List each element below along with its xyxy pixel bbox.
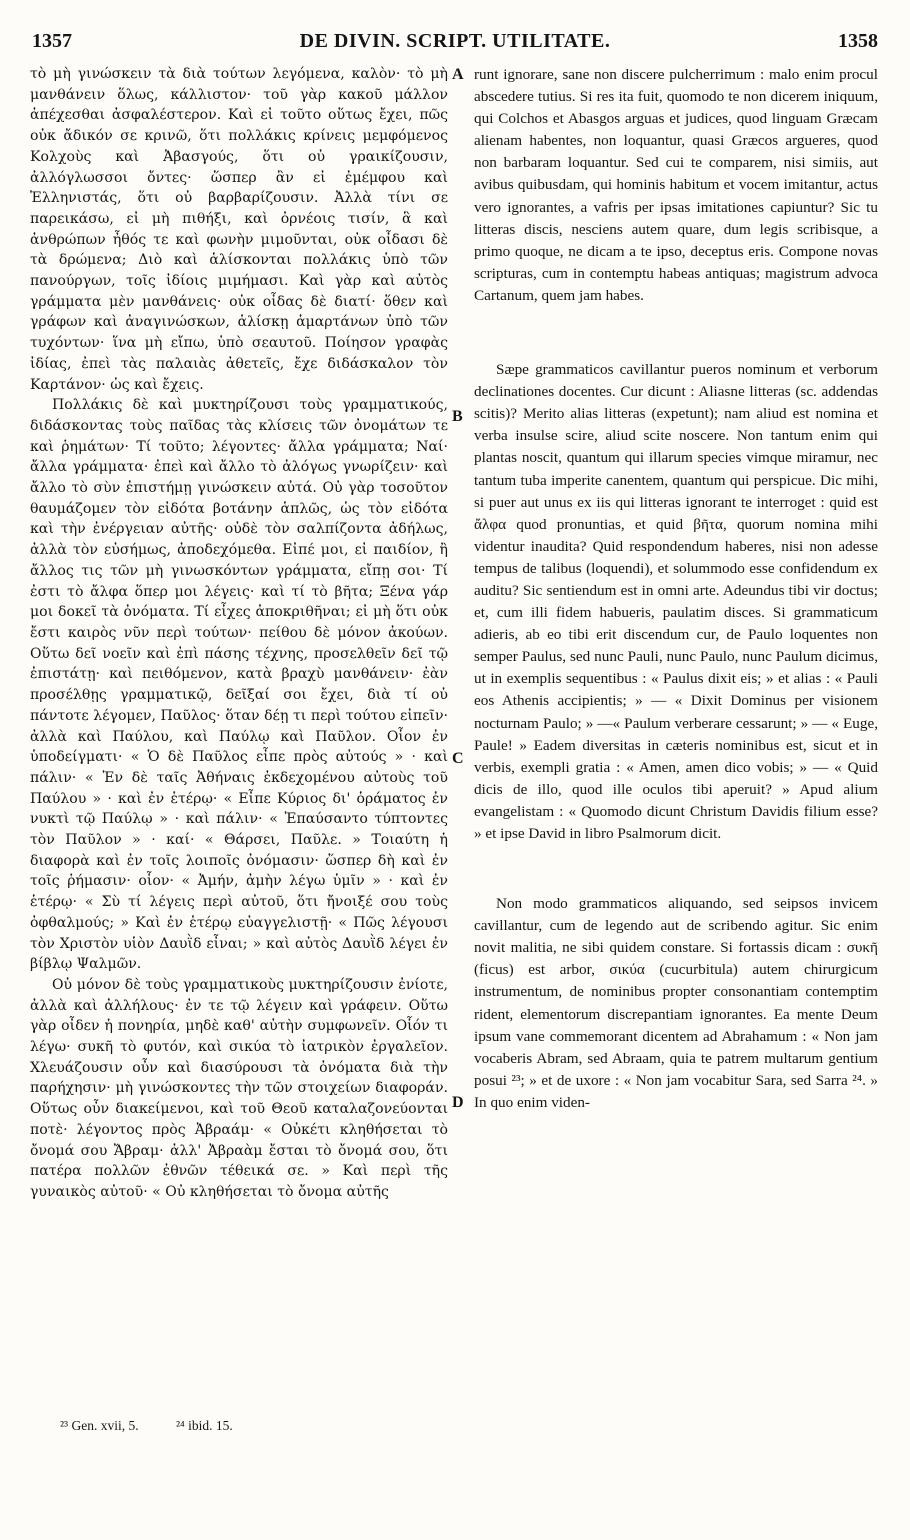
greek-paragraph-2: Πολλάκις δὲ καὶ μυκτηρίζουσι τοὺς γραμματικούς, διδάσκοντας τοὺς παῖδας τὰς κλίσεις τῶν ὀνομάτων τε καὶ ῥημάτων· Τί τοῦτο; λέγοντες· ἄλλα γράμματα; Ναί· ἄλλα γράμματα· ἐπεὶ καὶ ἄλλο τὸ ἀλόγως γνωρίζειν· καὶ ἄλλο τὸ σὺν ἐπιστήμῃ γινώσκειν αὐτά. Οὐ γὰρ τοσοῦτον θαυμάζομεν τὸν εἰδότα βοτάνην ἁπλῶς, ὡς τὸν εἰδότα καὶ τὴν ἐνέργειαν αὐτῆς· οὐδὲ τὸν σαλπίζοντα ἀδήλως, ἀλλὰ τὸν εὐσήμως, ἀποδεχόμεθα. Εἰπέ μοι, εἰ παιδίον, ἢ ἄλλος τις τῶν μὴ γινωσκόντων γράμματα, εἴπῃ σοι· Τί ἐστι τὸ ἄλφα ὅπερ μοι λέγεις· καὶ τί τὸ βῆτα; Ξένα γάρ μοι δοκεῖ τὰ ὀνόματα. Τί εἶχες ἀποκριθῆναι; εἰ μὴ ὅτι οὐκ ἔστι καιρὸς νῦν περὶ τούτων· πείθου δὲ μόνον ἀκούων. Οὕτω δεῖ νοεῖν καὶ ἐπὶ πάσης τέχνης, προσελθεῖν δεῖ τῷ ἐπιστάτῃ· καὶ πειθόμενον, κατὰ βραχὺ μανθάνειν· ἐὰν προσέλθῃς γραμματικῷ, δεῖξαί σοι ἔχει, διὰ τί οὐ πάντοτε λέγομεν, Παῦλος· ὅταν δέῃ τι περὶ τούτου εἰπεῖν· ἀλλὰ καὶ Παύλου, καὶ Παύλῳ καὶ Παῦλον. Οἷον ἐν ὑποδείγματι· « Ὁ δὲ Παῦλος εἶπε πρὸς αὐτούς » · καὶ πάλιν· « Ἐν δὲ ταῖς Ἀθήναις ἐκδεχομένου αὐτοὺς τοῦ Παύλου » · καὶ ἐν ἑτέρῳ· « Εἶπε Κύριος δι' ὁράματος ἐν νυκτὶ τῷ Παύλῳ » · καὶ πάλιν· « Ἐπαύσαντο τύπτοντες τὸν Παῦλον » · καί· « Θάρσει, Παῦλε. » Τοιαύτη ἡ διαφορὰ καὶ ἐν τοῖς λοιποῖς ὀνόμασιν· ὥσπερ δὴ καὶ ἐν τοῖς ῥήμασιν· οἷον· « Ἀμήν, ἀμὴν λέγω ὑμῖν » · καὶ ἐν ἑτέρῳ· « Σὺ τί λέγεις περὶ αὐτοῦ, ὅτι ἤνοιξέ σου τοὺς ὀφθαλμούς; » Καὶ ἐν ἑτέρῳ εὐαγγελιστῇ· « Πῶς λέγουσι τὸν Χριστὸν υἱὸν Δαυῒδ εἶναι; » καὶ αὐτὸς Δαυῒδ λέγει ἐν βίβλῳ Ψαλμῶν.	[30, 397, 448, 973]
page-number-left: 1357	[32, 30, 72, 52]
section-marker-c: C	[452, 750, 464, 767]
greek-column	[30, 64, 448, 1203]
section-marker-b: B	[452, 408, 463, 425]
latin-column	[474, 64, 878, 1114]
footnote-23: ²³ Gen. xvii, 5.	[60, 1418, 139, 1433]
latin-paragraph-3: Non modo grammaticos aliquando, sed seipsos invicem cavillantur, cum de legendo aut de scribendo agitur. Sic enim novit malitia, ne sibi quidem constare. Si fortassis dicam : συκῆ (ficus) est arbor, σικύα (cucurbitula) autem chirurgicum instrumentum, de nominibus propter consonantiam contemptim rident, elementorum discrepantiam ignorantes. Ea mente Deum ipsum vane commemorant dicentem ad Abrahamum : « Non jam vocaberis Abram, sed Abraam, quia te patrem multarum gentium posui ²³; » et de uxore : « Non jam vocabitur Sara, sed Sarra ²⁴. » In quo enim viden-	[474, 895, 878, 1111]
running-title: DE DIVIN. SCRIPT. UTILITATE.	[299, 30, 611, 52]
page-number-right: 1358	[838, 30, 878, 52]
footnotes	[60, 1418, 450, 1434]
latin-paragraph-2: Sæpe grammaticos cavillantur pueros nominum et verborum declinationes docentes. Cur dicunt : Aliasne litteras (sc. addendas scitis)? Merito alias litteras (expetunt); nam aliud est nomina et verba insulse scire, aliud scite noscere. Non tantum enim qui plantas noscit, quantum qui illarum species vimque miramur, nec tantum tuba imperite canentem, quantum qui perspicue. Dic mihi, si puer aut unus ex iis qui litteras ignorant te interroget : quid est ἄλφα quod pronuntias, et quid βῆτα, quorum nomina mihi videntur inaudita? Quid respondendum haberes, nisi non adesse tempus de talibus (loquendi), et solummodo esse confidendum ex auditu? Sic sentiendum est in omni arte. Adeundus tibi vir doctus; et, cum illi fidem habueris, paulatim disces. Si grammaticum adieris, ab eo tibi erit discendum cur, de Paulo loquentes non semper Paulus, sed nunc Pauli, nunc Paulo, nunc Paulum dicimus, ut in exemplis sequentibus : « Paulus dixit eis; » et alias : « Pauli eos Athenis accipientis; » — « Dixit Dominus per visionem nocturnam Paulo; » —« Paulum verberare cessarunt; » — « Euge, Paule! » Eadem diversitas in cæteris nominibus est, sicut et in verbis, exempli gratia : « Amen, amen dico vobis; » — « Quid dicis de illo, quod ille oculos tibi aperuit? » Apud alium evangelistam : « Quomodo dicunt Christum Davidis filium esse? » et ipse David in libro Psalmorum dicit.	[474, 361, 878, 842]
greek-paragraph-1: τὸ μὴ γινώσκειν τὰ διὰ τούτων λεγόμενα, καλὸν· τὸ μὴ μανθάνειν ὅλως, κάλλιστον· τοῦ γὰρ κακοῦ μάλλον ἀπέχεσθαι ἀσφαλέστερον. Καὶ εἰ τοῦτο οὕτως ἔχει, πῶς οὐκ ἄδικόν σε κρινῶ, ὅτι πολλάκις κρίνεις μεμφόμενος Κολχοὺς καὶ Ἀβασγούς, ὅτι οὐ γραικίζουσιν, ἀλλόγλωσσοι ὄντες· ὥσπερ ἂν εἰ ἐμέμφου καὶ Ἑλληνιστάς, ὅτι οὐ βαρβαρίζουσιν. Ἀλλὰ τίνι σε παρεικάσω, εἰ μὴ πιθήξι, καὶ ὀρνέοις τισίν, ἃ καὶ ἀνθρώπων ἦθός τε καὶ φωνὴν μιμοῦνται, οὐκ οἶδασι δὲ τὰ δρώμενα; Διὸ καὶ ἁλίσκονται πολλάκις ὑπὸ τῶν πανούργων, τοῖς ἰδίοις μιμήμασι. Καὶ γὰρ καὶ αὐτὸς γράμματα μὲν μανθάνεις· οὐκ οἶδας δὲ διατί· ὅθεν καὶ γράφων καὶ ἀναγινώσκων, ἁλίσκῃ ἁμαρτάνων ὑπὸ τῶν τυχόντων· ἵνα μὴ εἴπω, ὑπὸ σεαυτοῦ. Ποίησον γραφὰς ἰδίας, ἐπεὶ τὰς παλαιὰς ἀθετεῖς, ἔχε διδάσκαλον τὸν Καρτάνον· ὡς καὶ ἔχεις.	[30, 66, 448, 393]
footnote-24: ²⁴ ibid. 15.	[175, 1418, 233, 1433]
page-header	[32, 30, 878, 64]
section-marker-a: A	[452, 66, 464, 83]
latin-paragraph-1: runt ignorare, sane non discere pulcherrimum : malo enim procul abscedere tutius. Si res ita fuit, quomodo te non dicerem iniquum, qui Colchos et Abasgos arguas et judices, quod linguam Græcam alienam habentes, non loquantur, quasi Græcos argueres, quod non barbaram loquantur. Sed cui te comparem, nisi simiis, aut avibus quibusdam, qui hominis habitum et vocem imitantur, actus vero ignorantes, a vafris per ipsas imitationes capiuntur? Sic tu litteras discis, nesciens autem quare, dum legis scribisque, a primo quoque, ne dicam a te ipso, deceptus eris. Compone novas scripturas, cum in contemptu habeas antiquas; magistrum advoca Cartanum, quem jam habes.	[474, 66, 878, 304]
section-marker-d: D	[452, 1094, 464, 1111]
greek-paragraph-3: Οὐ μόνον δὲ τοὺς γραμματικοὺς μυκτηρίζουσιν ἐνίοτε, ἀλλὰ καὶ ἀλλήλους· ἐν τε τῷ λέγειν καὶ γράφειν. Οὕτω γὰρ οἶδεν ἡ πονηρία, μηδὲ καθ' αὐτὴν συμφωνεῖν. Οἷόν τι λέγω· συκῆ τὸ φυτόν, καὶ σικύα τὸ ἰατρικὸν ἐργαλεῖον. Χλευάζουσιν οὖν καὶ διασύρουσι τὰ ὀνόματα διὰ τὴν παρήχησιν· μὴ γινώσκοντες τὴν τῶν στοιχείων διαφοράν. Οὕτως οὖν διακείμενοι, καὶ τοῦ Θεοῦ καταλαζονεύονται ποτὲ· λέγοντος πρὸς Ἀβραάμ· « Οὐκέτι κληθήσεται τὸ ὄνομά σου Ἄβραμ· ἀλλ' Ἀβραὰμ ἔσται τὸ ὄνομά σου, ὅτι πατέρα πολλῶν ἐθνῶν τέθεικά σε. » Καὶ περὶ τῆς γυναικὸς αὐτοῦ· « Οὐ κληθήσεται τὸ ὄνομα αὐτῆς	[30, 976, 448, 1200]
